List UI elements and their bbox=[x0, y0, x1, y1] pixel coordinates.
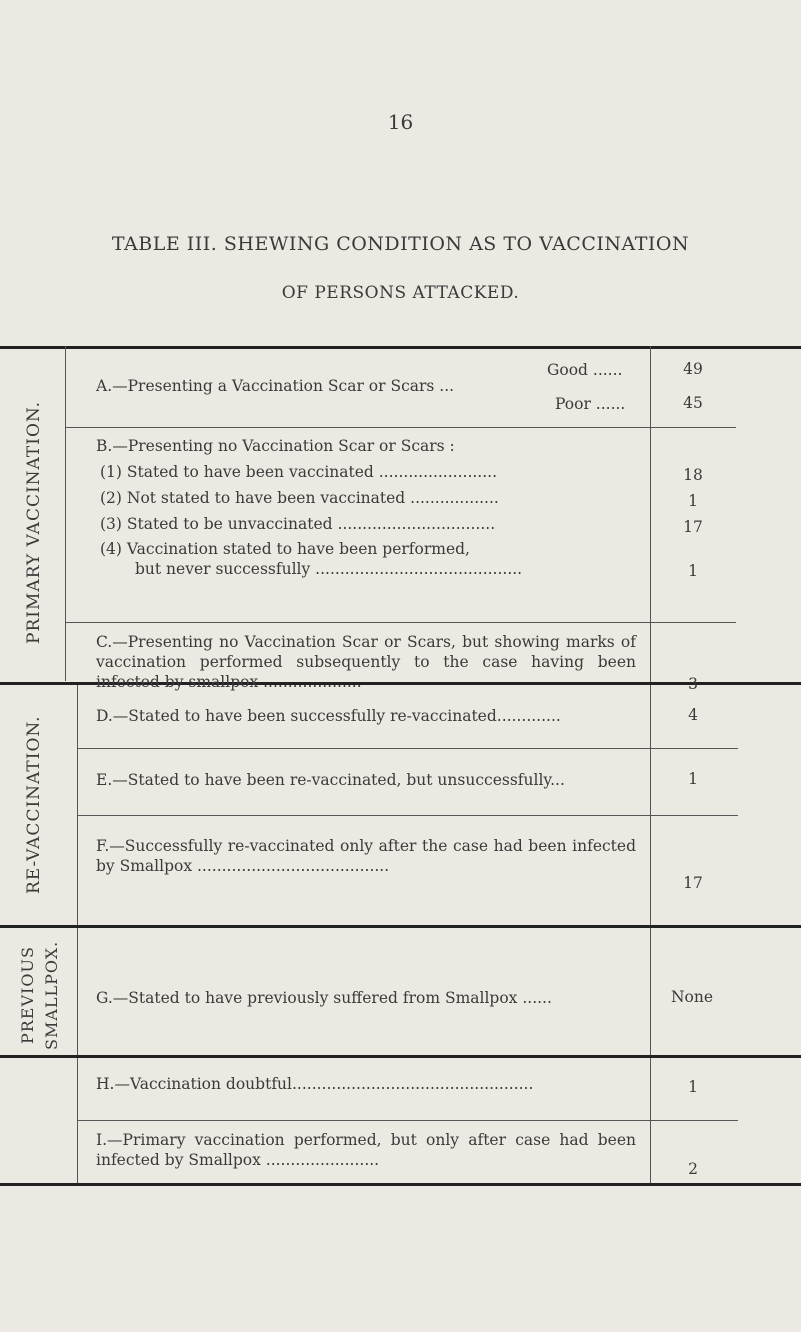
rule-a-b bbox=[66, 427, 736, 428]
row-c-label: C.—Presenting no Vaccination Scar or Scars, but showing marks of vaccination performed subsequently to the case having been infected by smallpox .................... bbox=[96, 633, 636, 691]
row-a-poor-label: Poor ...... bbox=[555, 395, 626, 413]
rule-d-e bbox=[78, 748, 738, 749]
group-previous-smallpox-2: SMALLPOX. bbox=[42, 940, 61, 1050]
row-d-value: 4 bbox=[688, 706, 698, 724]
rule-previous-h bbox=[0, 1055, 801, 1058]
row-a-good-value: 49 bbox=[683, 360, 703, 378]
row-a-label: A.—Presenting a Vaccination Scar or Scars ... bbox=[96, 377, 455, 395]
group-revaccination: RE-VACCINATION. bbox=[24, 715, 44, 895]
row-b2-label: (2) Not stated to have been vaccinated .................. bbox=[100, 489, 499, 507]
group-previous-smallpox-1: PREVIOUS bbox=[18, 946, 37, 1044]
row-e-label: E.—Stated to have been re-vaccinated, but unsuccessfully... bbox=[96, 771, 565, 789]
row-f-value: 17 bbox=[683, 874, 703, 892]
rule-top bbox=[0, 346, 801, 349]
rule-vertical-values bbox=[650, 346, 651, 1186]
row-b3-label: (3) Stated to be unvaccinated ................................ bbox=[100, 515, 496, 533]
row-b4-value: 1 bbox=[688, 562, 698, 580]
rule-h-i bbox=[78, 1120, 738, 1121]
row-b1-value: 18 bbox=[683, 466, 703, 484]
row-b3-value: 17 bbox=[683, 518, 703, 536]
rule-vertical-group-2 bbox=[77, 685, 78, 1185]
row-b1-label: (1) Stated to have been vaccinated ........................ bbox=[100, 463, 498, 481]
row-c-value: 3 bbox=[688, 675, 698, 693]
row-e-value: 1 bbox=[688, 770, 698, 788]
row-b4-label-line1: (4) Vaccination stated to have been performed, bbox=[100, 540, 470, 558]
page-number: 16 bbox=[387, 110, 414, 134]
row-i-value: 2 bbox=[688, 1160, 698, 1178]
row-b-label: B.—Presenting no Vaccination Scar or Scars : bbox=[96, 437, 455, 455]
row-f-label: F.—Successfully re-vaccinated only after the case had been infected by Smallpox ....................................... bbox=[96, 837, 636, 875]
row-b2-value: 1 bbox=[688, 492, 698, 510]
row-i-label: I.—Primary vaccination performed, but only after case had been infected by Smallpox ....................... bbox=[96, 1131, 636, 1169]
rule-vertical-group bbox=[65, 346, 66, 681]
row-a-poor-value: 45 bbox=[683, 394, 703, 412]
row-d-label: D.—Stated to have been successfully re-vaccinated............. bbox=[96, 707, 561, 725]
rule-b-c bbox=[66, 622, 736, 623]
row-h-label: H.—Vaccination doubtful................................................. bbox=[96, 1075, 534, 1093]
group-primary-vaccination: PRIMARY VACCINATION. bbox=[24, 400, 44, 645]
rule-e-f bbox=[78, 815, 738, 816]
row-a-good-label: Good ...... bbox=[547, 361, 623, 379]
row-b4-label-line2: but never successfully .......................................... bbox=[135, 560, 523, 578]
table-subtitle: OF PERSONS ATTACKED. bbox=[281, 283, 520, 303]
rule-bottom bbox=[0, 1183, 801, 1186]
row-g-label: G.—Stated to have previously suffered from Smallpox ...... bbox=[96, 989, 552, 1007]
row-h-value: 1 bbox=[688, 1078, 698, 1096]
table-title: TABLE III. SHEWING CONDITION AS TO VACCINATION bbox=[111, 233, 690, 255]
rule-revacc-previous bbox=[0, 925, 801, 928]
row-g-value: None bbox=[670, 988, 714, 1006]
